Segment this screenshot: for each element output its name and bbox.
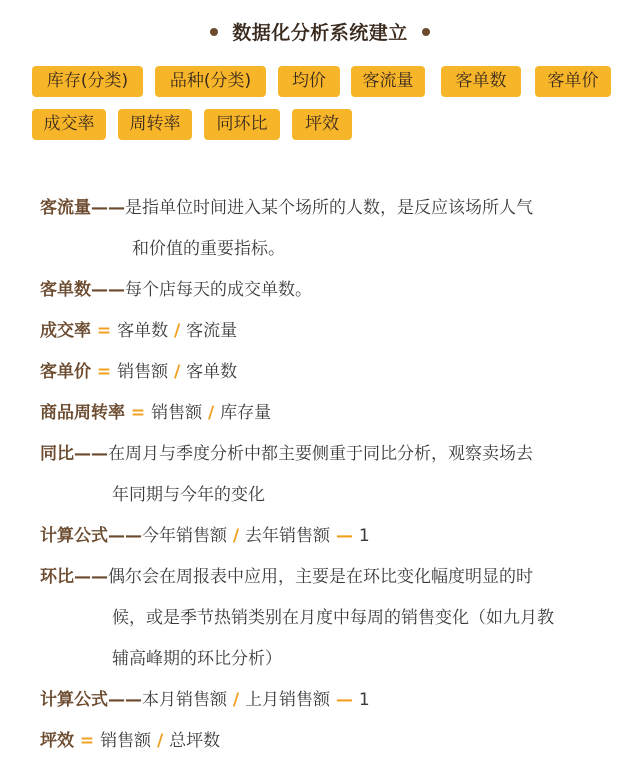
bullet-dot-right	[422, 28, 430, 36]
definition-line	[40, 475, 610, 516]
divide-sign: /	[202, 403, 221, 423]
tag-order-count: 客单数	[441, 66, 521, 97]
equals-sign: =	[91, 362, 118, 382]
tag-average-price: 均价	[278, 66, 340, 97]
term-label: 计算公式	[40, 690, 108, 710]
formula-line	[40, 721, 610, 762]
divide-sign: /	[168, 321, 187, 341]
divide-sign: /	[227, 526, 246, 546]
tag-row-2	[32, 109, 622, 141]
denominator: 去年销售额	[245, 526, 331, 546]
denominator: 客流量	[186, 321, 238, 341]
page-title: 数据化分析系统建立	[232, 22, 408, 44]
tag-sales-per-area: 坪效	[292, 109, 352, 140]
numerator: 今年销售额	[142, 526, 227, 546]
term-label: 坪效	[40, 731, 74, 751]
bullet-dot-left	[210, 28, 218, 36]
definition-line	[40, 188, 610, 229]
denominator: 库存量	[220, 403, 272, 423]
denominator: 上月销售额	[245, 690, 331, 710]
definition-line	[40, 557, 610, 598]
constant: 1	[358, 690, 370, 710]
definition-line	[40, 598, 610, 639]
tag-inventory: 库存(分类)	[32, 66, 143, 97]
definition-text: 和价值的重要指标。	[132, 239, 285, 259]
definition-text: 候，或是季节热销类别在月度中每周的销售变化（如九月教	[112, 608, 554, 628]
formula-line	[40, 516, 610, 557]
dash-separator: ——	[91, 198, 125, 218]
term-label: 环比	[40, 567, 74, 587]
denominator: 总坪数	[169, 731, 221, 751]
constant: 1	[358, 526, 370, 546]
term-label: 客单价	[40, 362, 91, 382]
denominator: 客单数	[186, 362, 238, 382]
numerator: 客单数	[117, 321, 169, 341]
definition-line	[40, 639, 610, 680]
numerator: 销售额	[151, 403, 203, 423]
formula-line	[40, 311, 610, 352]
dash-separator: ——	[74, 567, 108, 587]
header	[0, 18, 640, 45]
tag-turnover-rate: 周转率	[118, 109, 192, 140]
equals-sign: =	[74, 731, 101, 751]
tag-unit-price: 客单价	[535, 66, 611, 97]
formula-line	[40, 393, 610, 434]
term-label: 商品周转率	[40, 403, 125, 423]
numerator: 本月销售额	[142, 690, 227, 710]
definition-text: 在周月与季度分析中都主要侧重于同比分析，观察卖场去	[108, 444, 533, 464]
minus-sign: —	[330, 526, 359, 546]
definitions	[40, 188, 610, 762]
formula-line	[40, 680, 610, 721]
definition-text: 每个店每天的成交单数。	[125, 280, 312, 300]
dash-separator: ——	[108, 526, 142, 546]
dash-separator: ——	[91, 280, 125, 300]
tag-list	[32, 66, 622, 152]
definition-line	[40, 229, 610, 270]
definition-line	[40, 270, 610, 311]
equals-sign: =	[91, 321, 118, 341]
divide-sign: /	[227, 690, 246, 710]
numerator: 销售额	[100, 731, 152, 751]
divide-sign: /	[151, 731, 170, 751]
dash-separator: ——	[74, 444, 108, 464]
definition-line	[40, 434, 610, 475]
numerator: 销售额	[117, 362, 169, 382]
tag-yoy-mom: 同环比	[204, 109, 280, 140]
definition-text: 是指单位时间进入某个场所的人数，是反应该场所人气	[125, 198, 533, 218]
tag-customer-traffic: 客流量	[351, 66, 425, 97]
dash-separator: ——	[108, 690, 142, 710]
formula-line	[40, 352, 610, 393]
term-label: 同比	[40, 444, 74, 464]
minus-sign: —	[330, 690, 359, 710]
term-label: 客流量	[40, 198, 91, 218]
equals-sign: =	[125, 403, 152, 423]
tag-variety: 品种(分类)	[155, 66, 266, 97]
tag-row-1	[32, 66, 622, 98]
divide-sign: /	[168, 362, 187, 382]
definition-text: 偶尔会在周报表中应用，主要是在环比变化幅度明显的时	[108, 567, 533, 587]
term-label: 计算公式	[40, 526, 108, 546]
term-label: 成交率	[40, 321, 91, 341]
definition-text: 年同期与今年的变化	[112, 485, 265, 505]
tag-conversion-rate: 成交率	[32, 109, 106, 140]
term-label: 客单数	[40, 280, 91, 300]
definition-text: 辅高峰期的环比分析）	[112, 649, 282, 669]
